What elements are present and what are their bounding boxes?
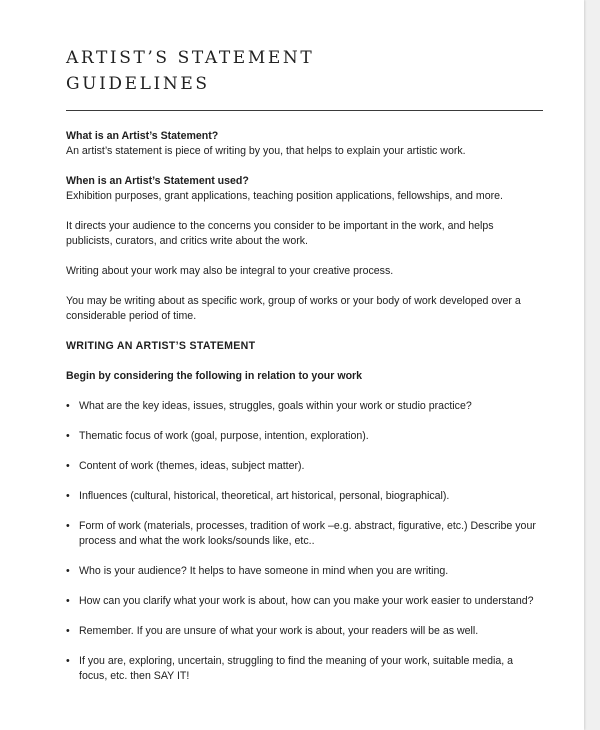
considerations-list [66,399,536,684]
list-item [66,429,536,444]
document-title [66,45,314,97]
list-item [66,594,536,609]
section-when-used [66,174,536,204]
paragraph: It directs your audience to the concerns you consider to be important in the work, and helps publicists, curators, and critics write about the work. [66,220,494,247]
section-heading: What is an Artist’s Statement? [66,130,219,142]
list-item [66,564,536,579]
list-item-text: Influences (cultural, historical, theoretical, art historical, personal, biographical). [79,490,450,502]
bullet-icon: • [66,595,70,607]
list-item-text: Remember. If you are unsure of what your work is about, your readers will be as well. [79,625,479,637]
list-item-text: Who is your audience? It helps to have someone in mind when you are writing. [79,565,449,577]
paragraph: Writing about your work may also be integral to your creative process. [66,265,394,277]
title-line-2: GUIDELINES [66,74,210,94]
bullet-icon: • [66,490,70,502]
section-what-is [66,129,536,159]
list-item [66,489,536,504]
title-line-1: ARTIST’S STATEMENT [66,48,315,68]
list-item-text: What are the key ideas, issues, struggles, goals within your work or studio practice? [79,400,472,412]
paragraph: You may be writing about as specific work, group of works or your body of work developed over a considerable period of time. [66,295,521,322]
bullet-icon: • [66,520,70,532]
bullet-icon: • [66,565,70,577]
list-item [66,459,536,474]
list-item-text: If you are, exploring, uncertain, struggling to find the meaning of your work, suitable media, a focus, etc. then SAY IT! [79,655,513,682]
section-text: An artist’s statement is piece of writing by you, that helps to explain your artistic work. [66,145,466,157]
writing-heading: WRITING AN ARTIST’S STATEMENT [66,340,256,352]
list-item-text: Content of work (themes, ideas, subject matter). [79,460,305,472]
section-text: Exhibition purposes, grant applications, teaching position applications, fellowships, and more. [66,190,503,202]
section-heading: When is an Artist’s Statement used? [66,175,249,187]
begin-heading: Begin by considering the following in relation to your work [66,370,363,382]
list-item-text: Form of work (materials, processes, tradition of work –e.g. abstract, figurative, etc.) Describe your process and what the work looks/sounds like, etc.. [79,520,536,547]
list-item [66,519,536,549]
bullet-icon: • [66,400,70,412]
bullet-icon: • [66,655,70,667]
bullet-icon: • [66,625,70,637]
bullet-icon: • [66,460,70,472]
list-item [66,399,536,414]
title-divider [66,110,543,111]
document-body [66,129,536,699]
list-item [66,624,536,639]
list-item [66,654,536,684]
bullet-icon: • [66,430,70,442]
list-item-text: How can you clarify what your work is about, how can you make your work easier to understand? [79,595,534,607]
list-item-text: Thematic focus of work (goal, purpose, intention, exploration). [79,430,369,442]
